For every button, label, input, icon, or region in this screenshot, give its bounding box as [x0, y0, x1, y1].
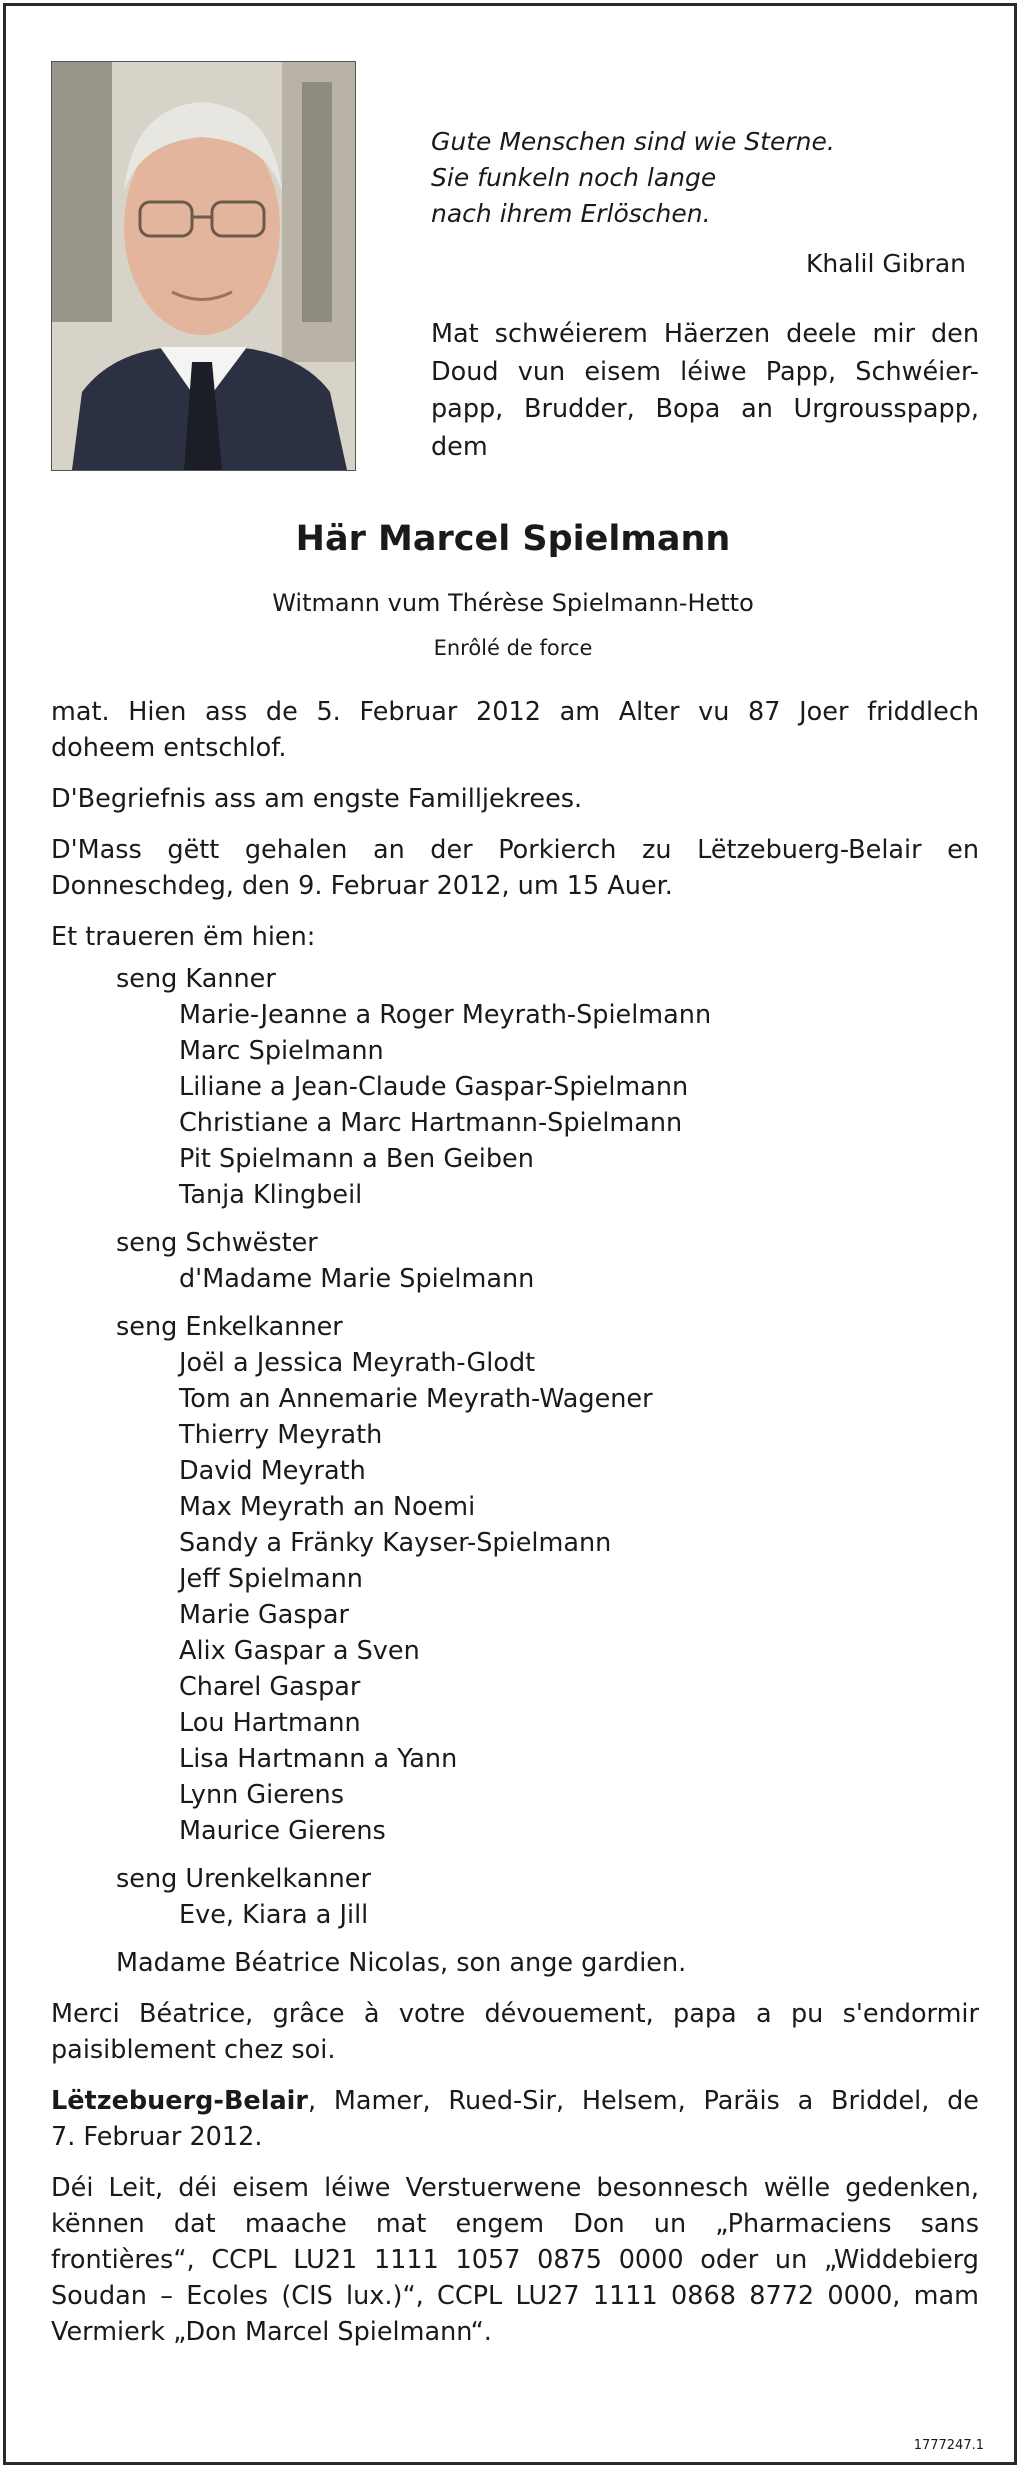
mass-paragraph [51, 832, 979, 904]
list-item: Maurice Gierens [179, 1816, 386, 1846]
list-item: Jeff Spielmann [179, 1564, 363, 1594]
group-title: seng Schwëster [116, 1228, 318, 1258]
list-item: David Meyrath [179, 1456, 366, 1486]
list-item: Liliane a Jean-Claude Gaspar-Spielmann [179, 1072, 689, 1102]
date-line: 7. Februar 2012. [51, 2122, 263, 2152]
epigraph-quote [431, 124, 976, 232]
list-item: Alix Gaspar a Sven [179, 1636, 420, 1666]
donation-line: Déi Leit, déi eisem léiwe Verstuerwene besonnesch wëlle gedenken, [51, 2173, 979, 2203]
group-title: seng Urenkelkanner [116, 1864, 371, 1894]
intro-line: Mat schwéierem Häerzen deele mir den [431, 319, 979, 349]
mass-line: Donneschdeg, den 9. Februar 2012, um 15 Auer. [51, 871, 673, 901]
quote-author: Khalil Gibran [806, 249, 966, 278]
donation-line: Soudan – Ecoles (CIS lux.)“, CCPL LU27 1111 0868 8772 0000, mam [51, 2281, 979, 2311]
deceased-name: Här Marcel Spielmann [295, 519, 731, 559]
list-item: Tanja Klingbeil [179, 1180, 363, 1210]
list-item: Marc Spielmann [179, 1036, 384, 1066]
intro-line: Doud vun eisem léiwe Papp, Schwéier- [431, 356, 979, 387]
obituary-notice [3, 3, 1017, 2465]
list-item: Marie-Jeanne a Roger Meyrath-Spielmann [179, 1000, 712, 1030]
enrole-note: Enrôlé de force [433, 636, 593, 660]
portrait-image [52, 62, 355, 470]
list-item: Lou Hartmann [179, 1708, 361, 1738]
list-item: Charel Gaspar [179, 1672, 361, 1702]
donation-line: frontières“, CCPL LU21 1111 1057 0875 0000 oder un „Widdebierg [51, 2245, 979, 2275]
donation-line: Vermierk „Don Marcel Spielmann“. [51, 2317, 492, 2347]
quote-line: Gute Menschen sind wie Sterne. [431, 127, 835, 156]
group-children [51, 961, 979, 1213]
list-item: Joël a Jessica Meyrath-Glodt [179, 1348, 536, 1378]
list-item: Tom an Annemarie Meyrath-Wagener [179, 1384, 653, 1414]
intro-line: papp, Brudder, Bopa an Urgrousspapp, [431, 394, 979, 424]
group-great-grandchildren [51, 1861, 979, 1933]
place-rest: , Mamer, Rued-Sir, Helsem, Paräis a Briddel, de [307, 2086, 979, 2116]
list-item: Eve, Kiara a Jill [179, 1900, 369, 1930]
reference-number: 1777247.1 [913, 2438, 984, 2453]
donation-line: kënnen dat maache mat engem Don un „Pharmaciens sans [51, 2209, 979, 2239]
caregiver-line: Madame Béatrice Nicolas, son ange gardien. [116, 1948, 687, 1978]
place-name: Lëtzebuerg-Belair [51, 2086, 308, 2116]
group-grandchildren [51, 1309, 979, 1849]
thanks-line: Merci Béatrice, grâce à votre dévouement, papa a pu s'endormir [51, 1999, 979, 2029]
mass-line: D'Mass gëtt gehalen an der Porkierch zu Lëtzebuerg-Belair en [51, 835, 979, 865]
thanks-line: paisiblement chez soi. [51, 2035, 336, 2065]
list-item: Lynn Gierens [179, 1780, 344, 1810]
thanks-paragraph [51, 1996, 979, 2068]
place-date-paragraph [51, 2083, 979, 2155]
list-item: d'Madame Marie Spielmann [179, 1264, 535, 1294]
mourners-intro: Et traueren ëm hien: [51, 922, 316, 952]
donation-paragraph [51, 2170, 979, 2350]
quote-line: nach ihrem Erlöschen. [431, 199, 711, 228]
death-line: mat. Hien ass de 5. Februar 2012 am Alter vu 87 Joer friddlech [51, 697, 979, 727]
list-item: Christiane a Marc Hartmann-Spielmann [179, 1108, 683, 1138]
list-item: Marie Gaspar [179, 1600, 349, 1630]
list-item: Max Meyrath an Noemi [179, 1492, 476, 1522]
intro-line: dem [431, 431, 488, 462]
list-item: Pit Spielmann a Ben Geiben [179, 1144, 534, 1174]
portrait-photo [51, 61, 356, 471]
list-item: Sandy a Fränky Kayser-Spielmann [179, 1528, 612, 1558]
widow-line: Witmann vum Thérèse Spielmann-Hetto [272, 589, 754, 617]
group-sister [51, 1225, 979, 1297]
intro-text [431, 316, 979, 466]
death-line: doheem entschlof. [51, 733, 287, 763]
place-line [51, 2083, 979, 2119]
funeral-paragraph: D'Begriefnis ass am engste Familljekrees. [51, 784, 583, 814]
group-title: seng Kanner [116, 964, 276, 994]
quote-line: Sie funkeln noch lange [431, 163, 717, 192]
obituary-body [51, 694, 979, 2365]
list-item: Lisa Hartmann a Yann [179, 1744, 458, 1774]
list-item: Thierry Meyrath [179, 1420, 383, 1450]
group-title: seng Enkelkanner [116, 1312, 343, 1342]
death-paragraph [51, 694, 979, 766]
